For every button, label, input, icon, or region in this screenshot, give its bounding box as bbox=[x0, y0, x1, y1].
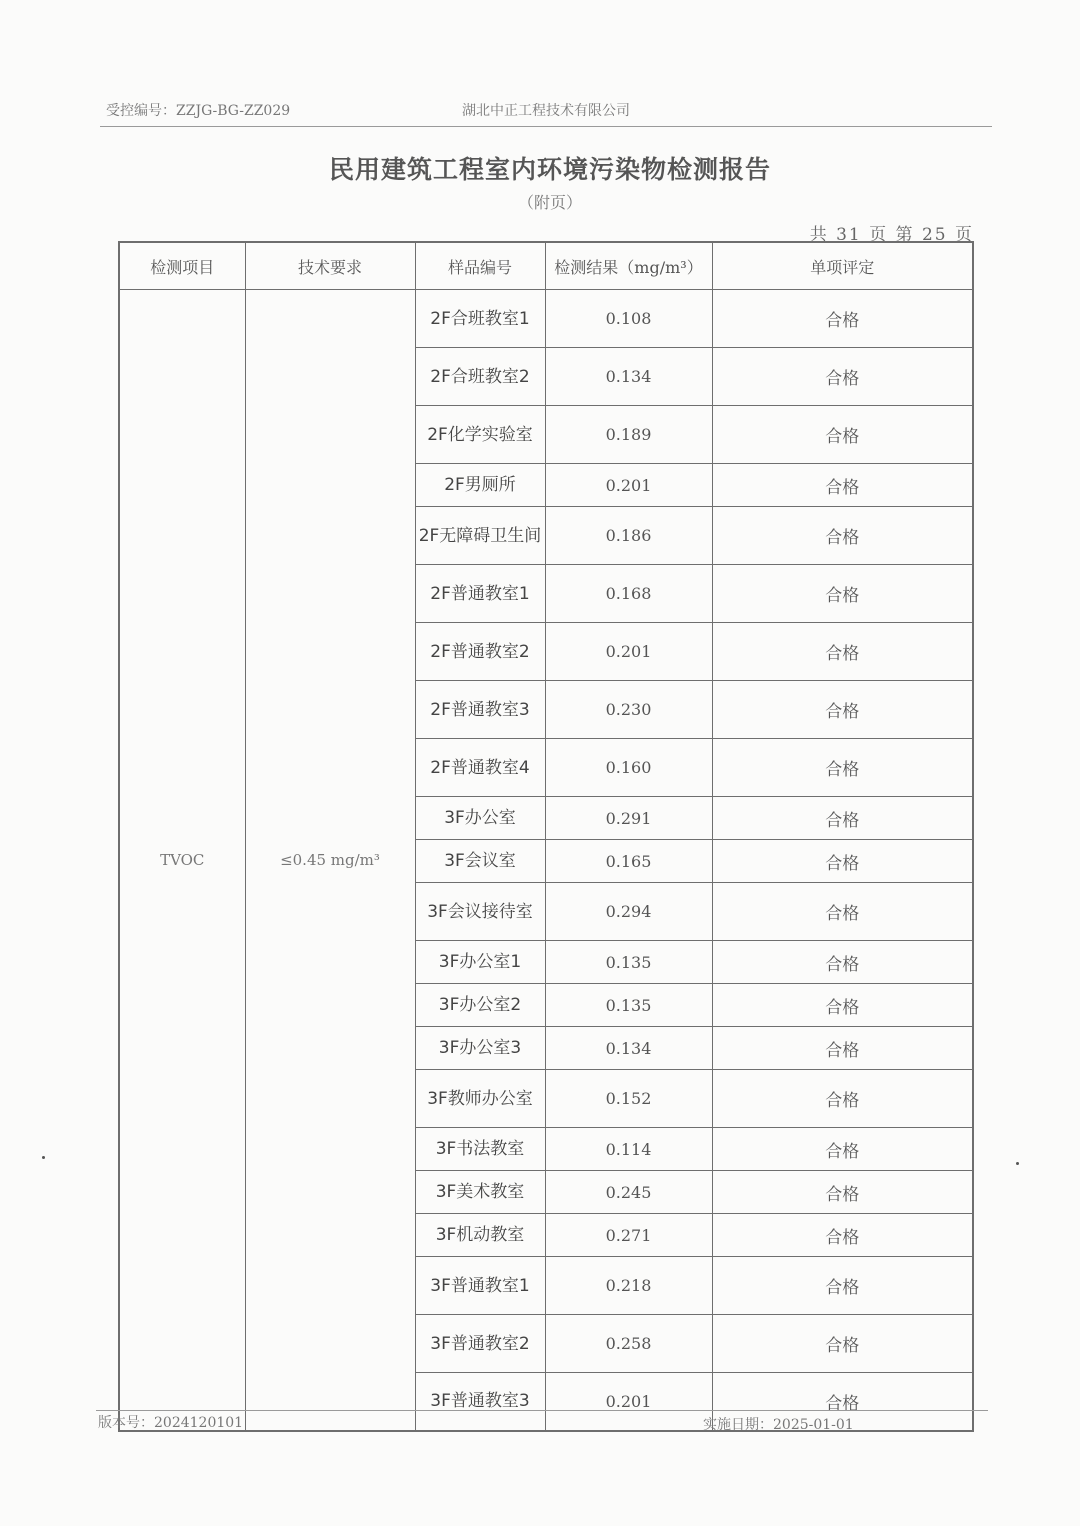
effective-date: 实施日期：2025-01-01 bbox=[703, 1417, 854, 1433]
sample-cell: 3F书法教室 bbox=[415, 1128, 545, 1171]
result-cell: 0.114 bbox=[545, 1128, 712, 1171]
result-cell: 0.201 bbox=[545, 464, 712, 507]
sample-cell: 2F普通教室3 bbox=[415, 681, 545, 739]
sample-cell: 3F办公室1 bbox=[415, 941, 545, 984]
verdict-cell: 合格 bbox=[712, 1128, 973, 1171]
test-item-cell: TVOC bbox=[119, 290, 245, 1431]
result-cell: 0.135 bbox=[545, 984, 712, 1027]
verdict-cell: 合格 bbox=[712, 1373, 973, 1431]
result-cell: 0.201 bbox=[545, 1373, 712, 1431]
verdict-cell: 合格 bbox=[712, 348, 973, 406]
sample-cell: 2F男厕所 bbox=[415, 464, 545, 507]
col-header-verdict: 单项评定 bbox=[712, 242, 973, 290]
sample-cell: 3F普通教室3 bbox=[415, 1373, 545, 1431]
result-cell: 0.135 bbox=[545, 941, 712, 984]
verdict-cell: 合格 bbox=[712, 1257, 973, 1315]
verdict-cell: 合格 bbox=[712, 1171, 973, 1214]
result-cell: 0.134 bbox=[545, 1027, 712, 1070]
result-cell: 0.291 bbox=[545, 797, 712, 840]
requirement-cell: ≤0.45 mg/m³ bbox=[245, 290, 415, 1431]
result-cell: 0.186 bbox=[545, 507, 712, 565]
sample-cell: 2F普通教室2 bbox=[415, 623, 545, 681]
verdict-cell: 合格 bbox=[712, 406, 973, 464]
col-header-result: 检测结果（mg/m³） bbox=[545, 242, 712, 290]
table-row bbox=[119, 290, 973, 348]
sample-cell: 2F普通教室4 bbox=[415, 739, 545, 797]
table-header-row bbox=[119, 242, 973, 290]
verdict-cell: 合格 bbox=[712, 840, 973, 883]
sample-cell: 3F美术教室 bbox=[415, 1171, 545, 1214]
col-header-sample: 样品编号 bbox=[415, 242, 545, 290]
page-info: 共 31 页 第 25 页 bbox=[809, 225, 974, 245]
verdict-cell: 合格 bbox=[712, 941, 973, 984]
result-cell: 0.160 bbox=[545, 739, 712, 797]
result-cell: 0.230 bbox=[545, 681, 712, 739]
company-name: 湖北中正工程技术有限公司 bbox=[462, 103, 630, 119]
verdict-cell: 合格 bbox=[712, 1070, 973, 1128]
sample-cell: 3F普通教室2 bbox=[415, 1315, 545, 1373]
verdict-cell: 合格 bbox=[712, 1027, 973, 1070]
verdict-cell: 合格 bbox=[712, 1315, 973, 1373]
verdict-cell: 合格 bbox=[712, 1214, 973, 1257]
report-title: 民用建筑工程室内环境污染物检测报告 bbox=[328, 155, 771, 184]
sample-cell: 2F合班教室2 bbox=[415, 348, 545, 406]
sample-cell: 2F普通教室1 bbox=[415, 565, 545, 623]
col-header-requirement: 技术要求 bbox=[245, 242, 415, 290]
result-cell: 0.218 bbox=[545, 1257, 712, 1315]
verdict-cell: 合格 bbox=[712, 797, 973, 840]
control-number: 受控编号：ZZJG-BG-ZZ029 bbox=[106, 103, 291, 119]
sample-cell: 3F办公室2 bbox=[415, 984, 545, 1027]
col-header-item: 检测项目 bbox=[119, 242, 245, 290]
header-rule bbox=[100, 126, 992, 127]
verdict-cell: 合格 bbox=[712, 507, 973, 565]
result-cell: 0.189 bbox=[545, 406, 712, 464]
sample-cell: 3F教师办公室 bbox=[415, 1070, 545, 1128]
version-number: 版本号：2024120101 bbox=[98, 1415, 244, 1431]
footer-rule bbox=[96, 1410, 988, 1411]
verdict-cell: 合格 bbox=[712, 290, 973, 348]
scan-speck bbox=[1016, 1162, 1019, 1165]
verdict-cell: 合格 bbox=[712, 984, 973, 1027]
report-subtitle: （附页） bbox=[517, 193, 582, 212]
scan-speck bbox=[42, 1156, 45, 1159]
verdict-cell: 合格 bbox=[712, 739, 973, 797]
verdict-cell: 合格 bbox=[712, 681, 973, 739]
result-cell: 0.134 bbox=[545, 348, 712, 406]
sample-cell: 2F无障碍卫生间 bbox=[415, 507, 545, 565]
result-cell: 0.201 bbox=[545, 623, 712, 681]
sample-cell: 3F办公室 bbox=[415, 797, 545, 840]
sample-cell: 3F机动教室 bbox=[415, 1214, 545, 1257]
sample-cell: 3F会议接待室 bbox=[415, 883, 545, 941]
sample-cell: 3F普通教室1 bbox=[415, 1257, 545, 1315]
result-cell: 0.294 bbox=[545, 883, 712, 941]
result-cell: 0.258 bbox=[545, 1315, 712, 1373]
verdict-cell: 合格 bbox=[712, 464, 973, 507]
results-table bbox=[118, 241, 974, 1432]
verdict-cell: 合格 bbox=[712, 565, 973, 623]
sample-cell: 3F会议室 bbox=[415, 840, 545, 883]
verdict-cell: 合格 bbox=[712, 883, 973, 941]
sample-cell: 2F化学实验室 bbox=[415, 406, 545, 464]
result-cell: 0.108 bbox=[545, 290, 712, 348]
result-cell: 0.165 bbox=[545, 840, 712, 883]
verdict-cell: 合格 bbox=[712, 623, 973, 681]
result-cell: 0.271 bbox=[545, 1214, 712, 1257]
sample-cell: 3F办公室3 bbox=[415, 1027, 545, 1070]
sample-cell: 2F合班教室1 bbox=[415, 290, 545, 348]
result-cell: 0.152 bbox=[545, 1070, 712, 1128]
result-cell: 0.168 bbox=[545, 565, 712, 623]
result-cell: 0.245 bbox=[545, 1171, 712, 1214]
